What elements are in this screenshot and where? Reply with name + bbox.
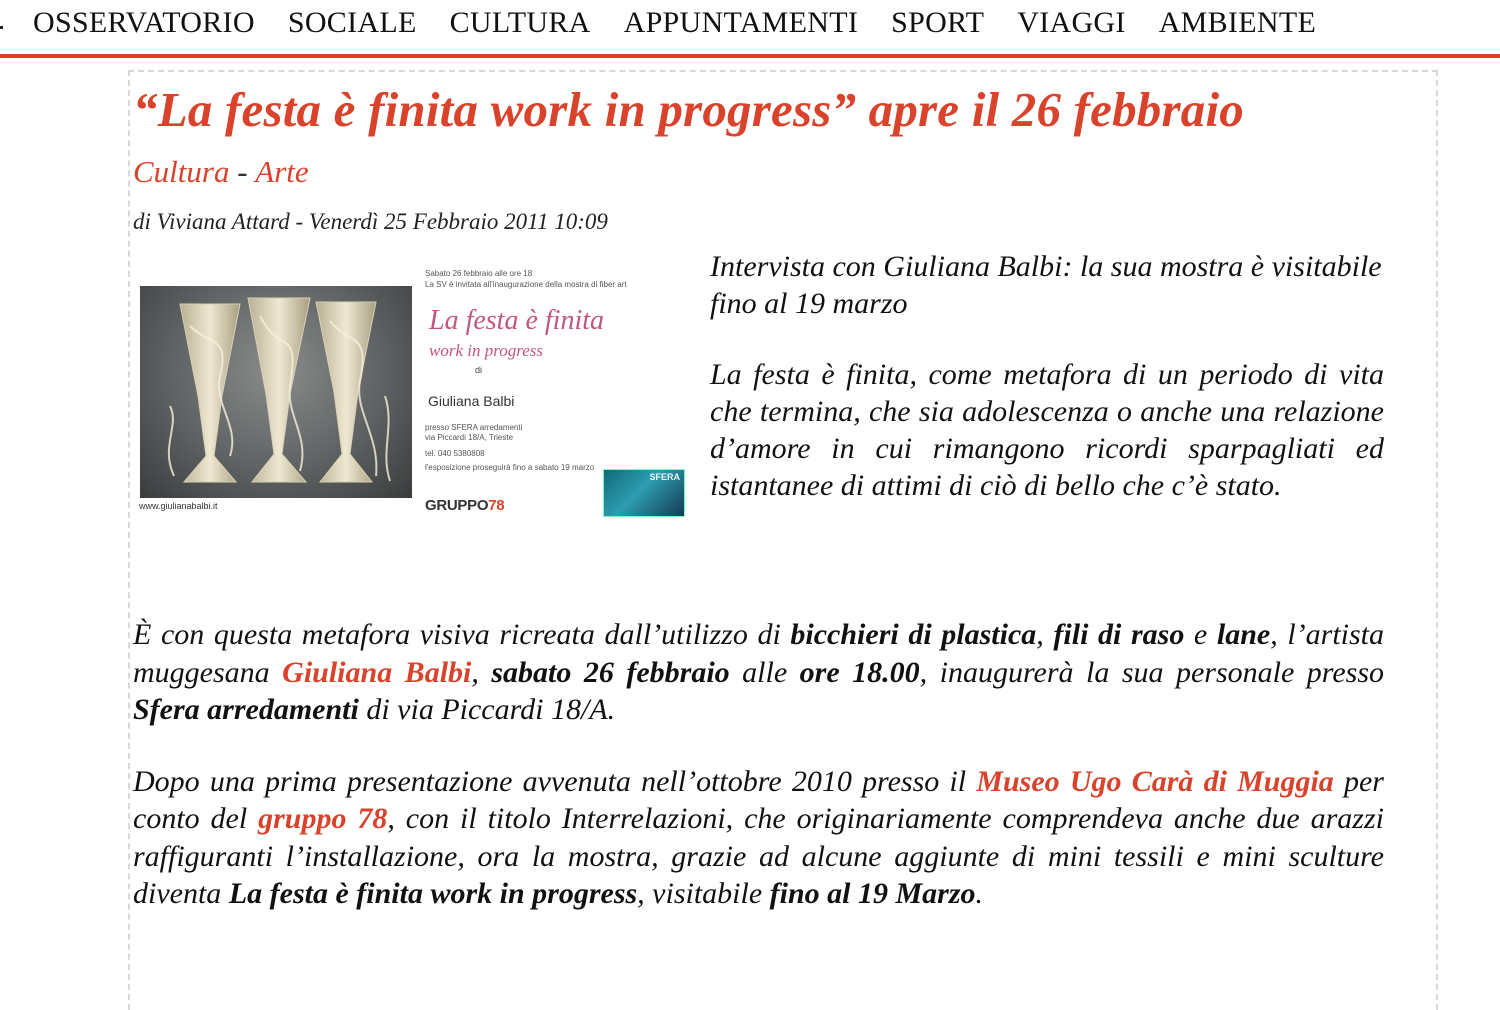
nav-menu (33, 4, 1316, 42)
p2-text-3: , con il titolo Interrelazioni, che originariamente comprendeva anche due arazzi raffiguranti l’installazione, ora la mostra, grazie ad alcune aggiunte di mini tessili e mini sculture diventa (133, 802, 1384, 910)
glass-sculptures-graphic (140, 286, 412, 498)
flyer-title: La festa è finita (429, 305, 604, 336)
photo-caption: www.giulianabalbi.it (139, 501, 218, 511)
p2-bold-end-date: fino al 19 Marzo (769, 877, 976, 910)
nav-edge-marker (0, 26, 3, 29)
flyer-date-line: Sabato 26 febbraio alle ore 18 (425, 269, 533, 278)
museum-link[interactable]: Museo Ugo Carà di Muggia (976, 764, 1334, 798)
glasses-photo (140, 286, 412, 498)
gruppo78-logo-number: 78 (488, 497, 505, 514)
p2-bold-exhibition-title: La festa è finita work in progress (228, 877, 638, 910)
p1-bold-date: sabato 26 febbraio (491, 655, 730, 689)
p2-text-2: per conto del (133, 764, 1384, 835)
flyer-address-1: presso SFERA arredamenti (425, 423, 523, 432)
article-category (133, 152, 309, 192)
sfera-logo-text: SFERA (649, 472, 680, 482)
p2-text-5: . (975, 877, 984, 910)
body-paragraph-1 (133, 616, 1384, 729)
nav-item-sociale[interactable]: SOCIALE (287, 6, 417, 39)
p1-bold-time: ore 18.00 (799, 655, 920, 689)
p1-text-4: , l’artista muggesana (133, 618, 1384, 689)
nav-item-appuntamenti[interactable]: APPUNTAMENTI (623, 6, 859, 39)
p1-bold-wool: lane (1216, 618, 1271, 651)
p2-text-4: , visitabile (637, 877, 770, 910)
category-link-cultura[interactable]: Cultura (133, 154, 230, 189)
event-flyer (425, 265, 693, 525)
gruppo78-logo-text: GRUPPO (425, 497, 489, 514)
gruppo78-link[interactable]: gruppo 78 (258, 802, 388, 835)
category-separator: - (229, 154, 256, 189)
p1-text-7: , inaugurerà la sua personale presso (919, 655, 1385, 689)
p1-text-3: e (1184, 618, 1217, 651)
sfera-logo (603, 469, 685, 517)
intro-paragraph: La festa è finita, come metafora di un periodo di vita che termina, che sia adolescenza o anche una relazione d’amore in cui rimangono ricordi sparpagliati ed istantanee di attimi di ciò di bello che c’è stato. (710, 358, 1384, 502)
body-paragraph-2 (133, 763, 1384, 913)
nav-item-cultura[interactable]: CULTURA (449, 6, 591, 39)
flyer-di: di (475, 365, 483, 375)
p1-bold-satin-threads: fili di raso (1053, 618, 1185, 651)
category-link-arte[interactable]: Arte (255, 154, 309, 189)
p2-text-1: Dopo una prima presentazione avvenuta nell’ottobre 2010 presso il (133, 764, 977, 798)
article-body (133, 616, 1384, 947)
flyer-address-2: via Piccardi 18/A, Trieste (425, 433, 514, 442)
flyer-closing-date: l'esposizione proseguirà fino a sabato 19 marzo (425, 463, 595, 472)
p1-text-1: È con questa metafora visiva ricreata dall’utilizzo di (133, 618, 791, 651)
nav-item-ambiente[interactable]: AMBIENTE (1158, 6, 1317, 39)
flyer-subtitle: work in progress (429, 341, 543, 360)
nav-item-sport[interactable]: SPORT (891, 6, 985, 39)
p1-bold-plastic-glasses: bicchieri di plastica (790, 618, 1037, 651)
article-image[interactable] (133, 255, 693, 525)
gruppo78-logo (425, 497, 504, 514)
flyer-invite-line: La SV è invitata all'inaugurazione della mostra di fiber art (425, 280, 627, 289)
p1-text-8: di via Piccardi 18/A. (358, 693, 616, 726)
article-byline: di Viviana Attard - Venerdì 25 Febbraio 2011 10:09 (133, 209, 608, 234)
p1-text-5: , (471, 655, 492, 689)
article-intro (710, 248, 1384, 504)
p1-text-6: alle (729, 655, 800, 689)
p1-text-2: , (1036, 618, 1054, 651)
flyer-artist: Giuliana Balbi (428, 393, 515, 409)
article-title[interactable]: “La festa è finita work in progress” apre il 26 febbraio (133, 82, 1244, 137)
intro-lead: Intervista con Giuliana Balbi: la sua mostra è visitabile fino al 19 marzo (710, 250, 1382, 320)
nav-item-viaggi[interactable]: VIAGGI (1017, 6, 1126, 39)
artist-link[interactable]: Giuliana Balbi (282, 655, 472, 689)
flyer-phone: tel. 040 5380808 (425, 449, 485, 458)
top-navigation (0, 0, 1500, 58)
p1-bold-venue: Sfera arredamenti (133, 693, 359, 726)
nav-item-osservatorio[interactable]: OSSERVATORIO (33, 6, 255, 39)
